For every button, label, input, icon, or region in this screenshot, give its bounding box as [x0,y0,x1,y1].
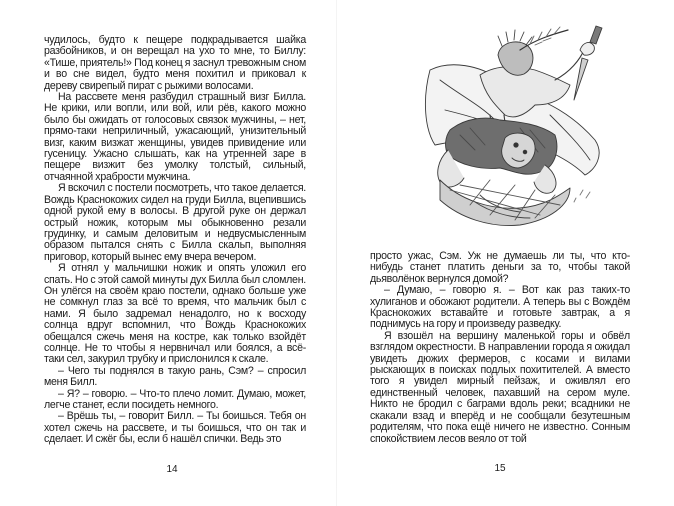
paragraph: Я вскочил с постели посмотреть, что такое делается. Вождь Краснокожих сидел на груди Билла, вцепившись одной рукой ему в волосы. В другой руке он держал острый ножик, которым мы обыкновенно резали грудинку, и самым деловитым и недвусмысленным образом пытался снять с Билла скальп, выполняя приговор, который вынес ему вчера вечером. [44,182,306,263]
knife-shape [574,58,588,100]
paragraph: – Чего ты поднялся в такую рань, Сэм? – спросил меня Билл. [44,364,306,389]
paragraph: – Думаю, – говорю я. – Вот как раз таких-то хулиганов и обожают родители. А теперь вы с Вождём Краснокожих вставайте и готовьте завтрак, а я поднимусь на гору и произведу разведку. [370,284,630,331]
paragraph: Я отнял у мальчишки ножик и опять уложил его спать. Но с этой самой минуты дух Билла был сломлен. Он улёгся на своём краю постели, однако больше уже не сомкнул глаз за всё то время, что мальчик был с нами. Я было задремал ненадолго, но к восходу солнца вдруг вспомнил, что Вождь Краснокожих обещался сжечь меня на костре, как только взойдёт солнце. Не то чтобы я нервничал или боялся, а всё-таки сел, закурил трубку и прислонился к скале. [44,262,306,366]
paragraph: чудилось, будто к пещере подкрадывается шайка разбойников, и он верещал на ухо то мне, то Биллу: «Тише, приятель!» Под конец я заснул тревожным сном и во сне видел, будто меня похитил и приковал к дереву свирепый пират с рыжими волосами. [44,34,306,92]
paragraph: – Я? – говорю. – Что-то плечо ломит. Думаю, может, легче станет, если посидеть немного. [44,387,306,411]
page-number-right: 15 [494,462,506,474]
left-page-text [44,35,306,446]
paragraph: просто ужас, Сэм. Уж не думаешь ли ты, что кто-нибудь станет платить деньги за то, чтобы такой дьяволёнок вернулся домой? [370,250,630,285]
right-page-text [370,251,630,445]
illustration-image [420,20,645,245]
paragraph: Я взошёл на вершину маленькой горы и обвёл взглядом окрестности. В направлении города я ожидал увидеть дюжих фермеров, с косами и вилами рыскающих в поисках подлых похитителей. А вместо того я увидел мирный пейзаж, и оживлял его единственный человек, пахавший на сером муле. Никто не бродил с баграми вдоль реки; всадники не скакали взад и вперёд и не сообщали безутешным родителям, что пока ещё ничего не известно. Сонным спокойствием лесов веяло от той [370,329,630,445]
paragraph: – Врёшь ты, – говорит Билл. – Ты боишься. Тебя он хотел сжечь на рассвете, и ты боишься, что он так и сделает. И сжёг бы, если б нашёл спички. Ведь это [44,410,306,446]
paragraph: На рассвете меня разбудил страшный визг Билла. Не крики, или вопли, или вой, или рёв, какого можно было бы ожидать от голосовых связок мужчины, – нет, прямо-таки неприличный, ужасающий, унизительный визг, каким визжат женщины, увидев привидение или гусеницу. Ужасно слышать, как на утренней заре в пещере визжит без умолку толстый, сильный, отчаянной храбрости мужчина. [44,91,306,183]
page-number-left: 14 [166,463,178,475]
right-page [337,0,674,506]
